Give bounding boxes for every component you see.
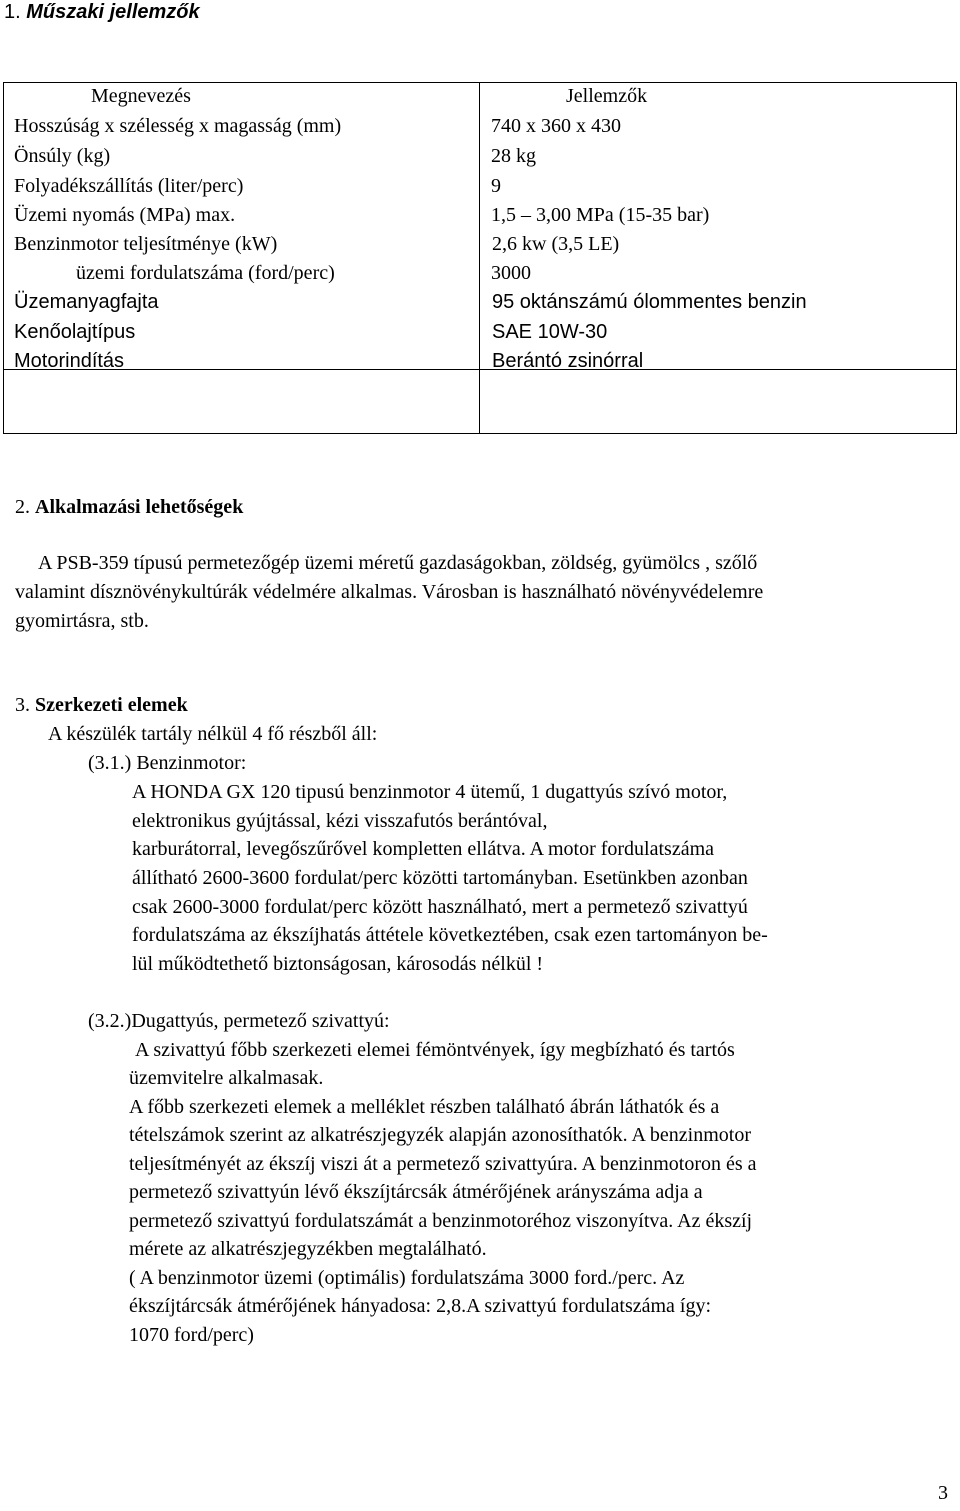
paragraph-line: permetező szivattyún lévő ékszíjtárcsák átmérőjének arányszáma adja a — [129, 1181, 703, 1203]
table-header-name: Megnevezés — [91, 85, 191, 107]
row-divider — [3, 369, 957, 370]
table-row-label: Folyadékszállítás (liter/perc) — [14, 175, 244, 197]
paragraph-line: teljesítményét az ékszíj viszi át a permetező szivattyúra. A benzinmotoron és a — [129, 1153, 757, 1175]
table-row-label: Hosszúság x szélesség x magasság (mm) — [14, 115, 342, 137]
paragraph-line: A főbb szerkezeti elemek a melléklet részben található ábrán láthatók és a — [129, 1096, 720, 1118]
paragraph-line: A HONDA GX 120 tipusú benzinmotor 4 ütemű, 1 dugattyús szívó motor, — [132, 781, 728, 803]
table-row-value: 740 x 360 x 430 — [491, 115, 621, 137]
section-2-title: Alkalmazási lehetőségek — [35, 496, 244, 518]
paragraph-line: A PSB-359 típusú permetezőgép üzemi méretű gazdaságokban, zöldség, gyümölcs , szőlő — [38, 552, 758, 574]
subsection-3-2-title: (3.2.)Dugattyús, permetező szivattyú: — [88, 1010, 390, 1032]
paragraph-line: valamint dísznövénykultúrák védelmére alkalmas. Városban is használható növényvédelemre — [15, 581, 764, 603]
table-row-label: Motorindítás — [14, 350, 125, 372]
table-row-value: 95 oktánszámú ólommentes benzin — [492, 291, 807, 313]
table-row-label: Kenőolajtípus — [14, 321, 136, 343]
column-divider — [479, 82, 480, 434]
section-3-heading — [15, 695, 188, 715]
paragraph-line: gyomirtásra, stb. — [15, 610, 149, 632]
paragraph-line: ékszíjtárcsák átmérőjének hányadosa: 2,8.A szivattyú fordulatszáma így: — [129, 1295, 712, 1317]
paragraph-line: állítható 2600-3600 fordulat/perc közötti tartományban. Esetünkben azonban — [132, 867, 748, 889]
section-1-number: 1. — [4, 1, 21, 23]
paragraph-line: csak 2600-3000 fordulat/perc között használható, mert a permetező szivattyú — [132, 896, 748, 918]
section-3-title: Szerkezeti elemek — [35, 694, 188, 716]
section-3-number: 3. — [15, 694, 30, 716]
paragraph-line: A szivattyú főbb szerkezeti elemei fémöntvények, így megbízható és tartós — [135, 1039, 735, 1061]
paragraph-line: fordulatszáma az ékszíjhatás áttétele következtében, csak ezen tartományon be- — [132, 924, 768, 946]
page-number: 3 — [938, 1482, 948, 1504]
table-row-label: Üzemi nyomás (MPa) max. — [14, 204, 236, 226]
table-row-value: 3000 — [491, 262, 531, 284]
section-1-heading — [4, 2, 200, 22]
section-3-intro: A készülék tartály nélkül 4 fő részből áll: — [48, 723, 378, 745]
paragraph-line: lül működtethető biztonságosan, károsodás nélkül ! — [132, 953, 544, 975]
table-row-value: Berántó zsinórral — [492, 350, 644, 372]
paragraph-line: tételszámok szerint az alkatrészjegyzék alapján azonosíthatók. A benzinmotor — [129, 1124, 751, 1146]
table-row-label: üzemi fordulatszáma (ford/perc) — [76, 262, 335, 284]
spec-table — [3, 82, 957, 434]
table-row-label: Benzinmotor teljesítménye (kW) — [14, 233, 278, 255]
paragraph-line: permetező szivattyú fordulatszámát a benzinmotoréhoz viszonyítva. Az ékszíj — [129, 1210, 753, 1232]
table-header-value: Jellemzők — [566, 85, 648, 107]
section-1-title: Műszaki jellemzők — [26, 1, 200, 23]
paragraph-line: ( A benzinmotor üzemi (optimális) fordulatszáma 3000 ford./perc. Az — [129, 1267, 685, 1289]
paragraph-line: üzemvitelre alkalmasak. — [129, 1067, 324, 1089]
paragraph-line: elektronikus gyújtással, kézi visszafutós berántóval, — [132, 810, 548, 832]
paragraph-line: karburátorral, levegőszűrővel kompletten ellátva. A motor fordulatszáma — [132, 838, 715, 860]
table-row-value: 2,6 kw (3,5 LE) — [492, 233, 620, 255]
subsection-3-1-title: (3.1.) Benzinmotor: — [88, 752, 247, 774]
paragraph-line: mérete az alkatrészjegyzékben megtalálható. — [129, 1238, 487, 1260]
table-row-value: 9 — [491, 175, 501, 197]
table-row-value: SAE 10W-30 — [492, 321, 608, 343]
table-row-value: 28 kg — [491, 145, 536, 167]
section-2-number: 2. — [15, 496, 30, 518]
table-row-label: Üzemanyagfajta — [14, 291, 159, 313]
section-2-heading — [15, 497, 243, 517]
paragraph-line: 1070 ford/perc) — [129, 1324, 254, 1346]
table-row-label: Önsúly (kg) — [14, 145, 111, 167]
table-row-value: 1,5 – 3,00 MPa (15-35 bar) — [491, 204, 710, 226]
